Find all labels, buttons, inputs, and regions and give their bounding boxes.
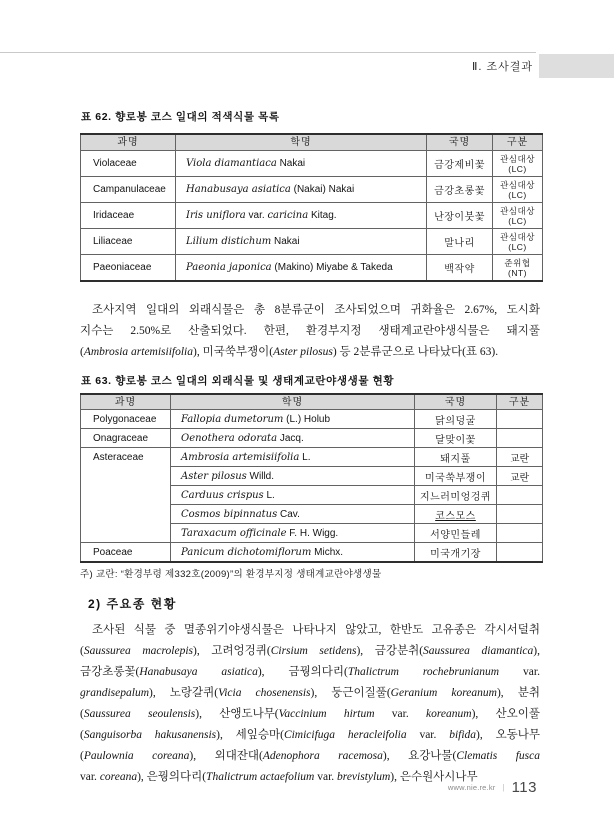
text-segment: L. bbox=[263, 489, 275, 501]
text-segment: Jacq. bbox=[277, 432, 304, 444]
category-cell bbox=[497, 524, 543, 543]
text-segment: L. bbox=[299, 451, 311, 463]
scientific-name-italic: Fallopia dumetorum bbox=[181, 413, 284, 425]
scientific-name-italic: Sanguisorba hakusanensis bbox=[83, 729, 217, 741]
column-header: 과명 bbox=[81, 394, 171, 410]
text-segment: var. bbox=[406, 729, 450, 741]
korean-name-cell: 달맞이꽃 bbox=[415, 429, 497, 448]
paragraph-line bbox=[80, 725, 540, 746]
category-cell bbox=[497, 410, 543, 429]
text-segment: ), 고려엉겅퀴( bbox=[193, 645, 271, 657]
scientific-name-italic: Cirsium setidens bbox=[270, 645, 357, 657]
category-cell bbox=[497, 505, 543, 524]
family-cell: Poaceae bbox=[81, 543, 171, 563]
scientific-name-italic: Cosmos bipinnatus bbox=[181, 508, 278, 520]
text-segment: (Nakai) Nakai bbox=[290, 184, 355, 195]
category-line: (LC) bbox=[508, 163, 527, 174]
paragraph-line bbox=[80, 641, 540, 662]
scientific-name-italic: coreana bbox=[99, 771, 138, 783]
text-segment: ), 요강나물( bbox=[382, 750, 457, 762]
scientific-name-italic: Aster pilosus bbox=[273, 346, 333, 358]
korean-name-cell: 백작약 bbox=[427, 255, 493, 282]
scientific-name-italic: Hanabusaya asiatica bbox=[139, 666, 258, 678]
scientific-name-cell bbox=[171, 448, 415, 467]
category-cell bbox=[493, 203, 543, 229]
text-segment: 금강초롱꽃( bbox=[80, 666, 140, 678]
table62 bbox=[80, 133, 543, 282]
scientific-name-italic: Vicia chosenensis bbox=[218, 687, 311, 699]
korean-name-cell: 미국개기장 bbox=[415, 543, 497, 563]
category-cell bbox=[493, 255, 543, 282]
scientific-name-italic: Ambrosia artemisiifolia bbox=[83, 346, 193, 358]
text-segment: ), bbox=[533, 645, 540, 657]
text-segment: ), 세잎승마( bbox=[216, 729, 284, 741]
scientific-name-cell bbox=[176, 255, 427, 282]
table62-header bbox=[81, 134, 543, 151]
scientific-name-italic: koreanum bbox=[426, 708, 472, 720]
scientific-name-italic: brevistylum bbox=[337, 771, 391, 783]
paragraph-line bbox=[80, 746, 540, 767]
scientific-name-italic: Saussurea seoulensis bbox=[83, 708, 196, 720]
text-segment: var. bbox=[499, 666, 540, 678]
page-number: 113 bbox=[511, 779, 537, 796]
scientific-name-italic: Clematis fusca bbox=[456, 750, 540, 762]
scientific-name-italic: Ambrosia artemisiifolia bbox=[181, 451, 300, 463]
family-cell: Campanulaceae bbox=[81, 177, 176, 203]
column-header: 구분 bbox=[493, 134, 543, 151]
section-heading: 2) 주요종 현황 bbox=[88, 597, 177, 611]
paragraph-line bbox=[80, 321, 540, 342]
paragraph-line bbox=[80, 342, 540, 363]
scientific-name-italic: caricina bbox=[267, 210, 309, 221]
scientific-name-italic: Viola diamantiaca bbox=[186, 158, 277, 169]
korean-name-cell: 지느러미엉겅퀴 bbox=[415, 486, 497, 505]
category-line: 준위협 bbox=[504, 257, 531, 268]
column-header: 과명 bbox=[81, 134, 176, 151]
page-content bbox=[80, 105, 540, 788]
scientific-name-italic: Carduus crispus bbox=[181, 489, 264, 501]
scientific-name-italic: Thalictrum rochebrunianum bbox=[347, 666, 500, 678]
paragraph-line bbox=[80, 620, 540, 641]
scientific-name-italic: Paulownia coreana bbox=[83, 750, 190, 762]
scientific-name-italic: Adenophora racemosa bbox=[262, 750, 383, 762]
text-segment: ), 금꿩의다리( bbox=[257, 666, 348, 678]
text-segment: Willd. bbox=[246, 470, 275, 482]
table63-header bbox=[81, 394, 543, 410]
family-cell: Iridaceae bbox=[81, 203, 176, 229]
text-segment: (L.) Holub bbox=[283, 413, 331, 425]
scientific-name-italic: grandisepalum bbox=[80, 687, 149, 699]
family-cell: Paeoniaceae bbox=[81, 255, 176, 282]
text-segment: ), 미국쑥부쟁이( bbox=[193, 346, 274, 358]
text-segment: ( bbox=[80, 346, 84, 358]
text-segment: ), 분취 bbox=[496, 687, 540, 699]
table-row bbox=[81, 410, 543, 429]
paragraph-alien-plants bbox=[80, 300, 540, 363]
scientific-name-cell bbox=[171, 429, 415, 448]
paragraph-line bbox=[80, 704, 540, 725]
text-segment: ), 은꿩의다리( bbox=[137, 771, 207, 783]
table-row bbox=[81, 543, 543, 563]
category-line: 관심대상 bbox=[500, 205, 535, 216]
category-line: 관심대상 bbox=[500, 179, 535, 190]
table-row bbox=[81, 448, 543, 467]
text-segment: ( bbox=[80, 750, 84, 762]
category-line: (LC) bbox=[508, 241, 527, 252]
paragraph-line bbox=[80, 683, 540, 704]
text-segment: Kitag. bbox=[308, 210, 337, 221]
table-row bbox=[81, 429, 543, 448]
category-line: 관심대상 bbox=[500, 153, 535, 164]
text-segment: Cav. bbox=[277, 508, 300, 520]
scientific-name-cell bbox=[171, 410, 415, 429]
scientific-name-italic: Paeonia japonica bbox=[186, 262, 272, 273]
header-divider bbox=[0, 52, 536, 53]
text-segment: var. bbox=[374, 708, 426, 720]
text-segment: ), 금강분취( bbox=[356, 645, 424, 657]
text-segment: var. bbox=[245, 210, 268, 221]
scientific-name-italic: Cimicifuga heracleifolia bbox=[283, 729, 407, 741]
scientific-name-cell bbox=[176, 229, 427, 255]
category-cell: 교란 bbox=[497, 467, 543, 486]
text-segment: ), 산앵도나무( bbox=[195, 708, 279, 720]
column-header: 학명 bbox=[171, 394, 415, 410]
scientific-name-cell bbox=[171, 486, 415, 505]
text-segment: ( bbox=[80, 645, 84, 657]
scientific-name-cell bbox=[176, 151, 427, 177]
text-segment: (Makino) Miyabe & Takeda bbox=[271, 262, 393, 273]
text-segment: 조사지역 일대의 외래식물은 총 8분류군이 조사되었으며 귀화율은 2.67%, 도시화 bbox=[92, 304, 540, 316]
scientific-name-italic: Vaccinium hirtum bbox=[278, 708, 375, 720]
column-header: 학명 bbox=[176, 134, 427, 151]
family-cell: Polygonaceae bbox=[81, 410, 171, 429]
text-segment: ), 오동나무 bbox=[476, 729, 540, 741]
category-line: (NT) bbox=[508, 267, 527, 278]
table-row bbox=[81, 151, 543, 177]
korean-name-cell: 난장이붓꽃 bbox=[427, 203, 493, 229]
header-section-label: Ⅱ. 조사결과 bbox=[471, 61, 533, 73]
korean-name-cell: 말나리 bbox=[427, 229, 493, 255]
text-segment: ), 둥근이질풀( bbox=[310, 687, 391, 699]
korean-name-cell: 서양민들레 bbox=[415, 524, 497, 543]
scientific-name-italic: bifida bbox=[449, 729, 477, 741]
family-cell: Liliaceae bbox=[81, 229, 176, 255]
scientific-name-cell bbox=[176, 203, 427, 229]
text-segment: ( bbox=[80, 729, 84, 741]
scientific-name-italic: Saussurea diamantica bbox=[423, 645, 534, 657]
scientific-name-italic: Oenothera odorata bbox=[181, 432, 278, 444]
category-cell bbox=[497, 486, 543, 505]
scientific-name-italic: Thalictrum actaefolium bbox=[206, 771, 315, 783]
text-segment: var. bbox=[80, 771, 100, 783]
category-cell bbox=[497, 543, 543, 563]
scientific-name-cell bbox=[171, 467, 415, 486]
korean-name-cell: 닭의덩굴 bbox=[415, 410, 497, 429]
family-cell: Onagraceae bbox=[81, 429, 171, 448]
paragraph-line bbox=[80, 662, 540, 683]
text-segment: ), 외대잔대( bbox=[189, 750, 263, 762]
table63-caption: 표 63. 향로봉 코스 일대의 외래식물 및 생태계교란야생생물 현황 bbox=[81, 375, 395, 387]
scientific-name-cell bbox=[171, 505, 415, 524]
text-segment: 지수는 2.50%로 산출되었다. 한편, 환경부지정 생태계교란야생식물은 돼지풀 bbox=[80, 325, 540, 337]
column-header: 국명 bbox=[427, 134, 493, 151]
text-segment: ) 등 2분류군으로 나타났다(표 63). bbox=[332, 346, 499, 358]
category-cell bbox=[497, 429, 543, 448]
category-cell: 교란 bbox=[497, 448, 543, 467]
text-segment: F. H. Wigg. bbox=[286, 527, 339, 539]
scientific-name-cell bbox=[176, 177, 427, 203]
family-cell: Violaceae bbox=[81, 151, 176, 177]
category-cell bbox=[493, 229, 543, 255]
korean-name-cell: 코스모스 bbox=[415, 505, 497, 524]
korean-name-cell: 돼지풀 bbox=[415, 448, 497, 467]
scientific-name-italic: Geranium koreanum bbox=[390, 687, 497, 699]
page-footer bbox=[448, 779, 537, 796]
category-line: (LC) bbox=[508, 189, 527, 200]
family-cell: Asteraceae bbox=[81, 448, 171, 543]
column-header: 국명 bbox=[415, 394, 497, 410]
text-segment: 조사된 식물 중 멸종위기야생식물은 나타나지 않았고, 한반도 고유종은 각시서덜취 bbox=[92, 624, 540, 636]
text-segment: ( bbox=[80, 708, 84, 720]
category-line: (LC) bbox=[508, 215, 527, 226]
scientific-name-italic: Aster pilosus bbox=[181, 470, 247, 482]
table-row bbox=[81, 229, 543, 255]
category-line: 관심대상 bbox=[500, 231, 535, 242]
scientific-name-italic: Panicum dichotomiflorum bbox=[181, 546, 312, 558]
category-cell bbox=[493, 151, 543, 177]
text-segment: ), 은수원사시나무 bbox=[390, 771, 478, 783]
column-header: 구분 bbox=[497, 394, 543, 410]
text-segment: Nakai bbox=[271, 236, 300, 247]
scientific-name-italic: Lilium distichum bbox=[186, 236, 272, 247]
paragraph-line bbox=[80, 300, 540, 321]
scientific-name-italic: Iris uniflora bbox=[186, 210, 246, 221]
table63 bbox=[80, 393, 543, 563]
table-row bbox=[81, 255, 543, 282]
korean-name-cell: 금강제비꽃 bbox=[427, 151, 493, 177]
chapter-edge-tab bbox=[539, 54, 614, 78]
text-segment: var. bbox=[314, 771, 338, 783]
footer-website: www.nie.re.kr bbox=[447, 783, 496, 792]
scientific-name-italic: Taraxacum officinale bbox=[181, 527, 287, 539]
table63-footnote: 주) 교란: “환경부령 제332호(2009)”의 환경부지정 생태계교란야생생물 bbox=[80, 569, 382, 580]
table-row bbox=[81, 203, 543, 229]
scientific-name-italic: Saussurea macrolepis bbox=[83, 645, 193, 657]
korean-name-cell: 금강초롱꽃 bbox=[427, 177, 493, 203]
paragraph-major-species bbox=[80, 620, 540, 788]
scientific-name-italic: Hanabusaya asiatica bbox=[186, 184, 291, 195]
table62-caption: 표 62. 향로봉 코스 일대의 적색식물 목록 bbox=[81, 111, 280, 123]
text-segment: Michx. bbox=[311, 546, 344, 558]
scientific-name-cell bbox=[171, 524, 415, 543]
text-segment: Nakai bbox=[276, 158, 306, 169]
text-segment: ), 노랑갈퀴( bbox=[149, 687, 219, 699]
text-segment: ), 산오이풀 bbox=[471, 708, 540, 720]
table-row bbox=[81, 177, 543, 203]
footer-separator: | bbox=[502, 783, 505, 792]
category-cell bbox=[493, 177, 543, 203]
korean-name-cell: 미국쑥부쟁이 bbox=[415, 467, 497, 486]
scientific-name-cell bbox=[171, 543, 415, 563]
